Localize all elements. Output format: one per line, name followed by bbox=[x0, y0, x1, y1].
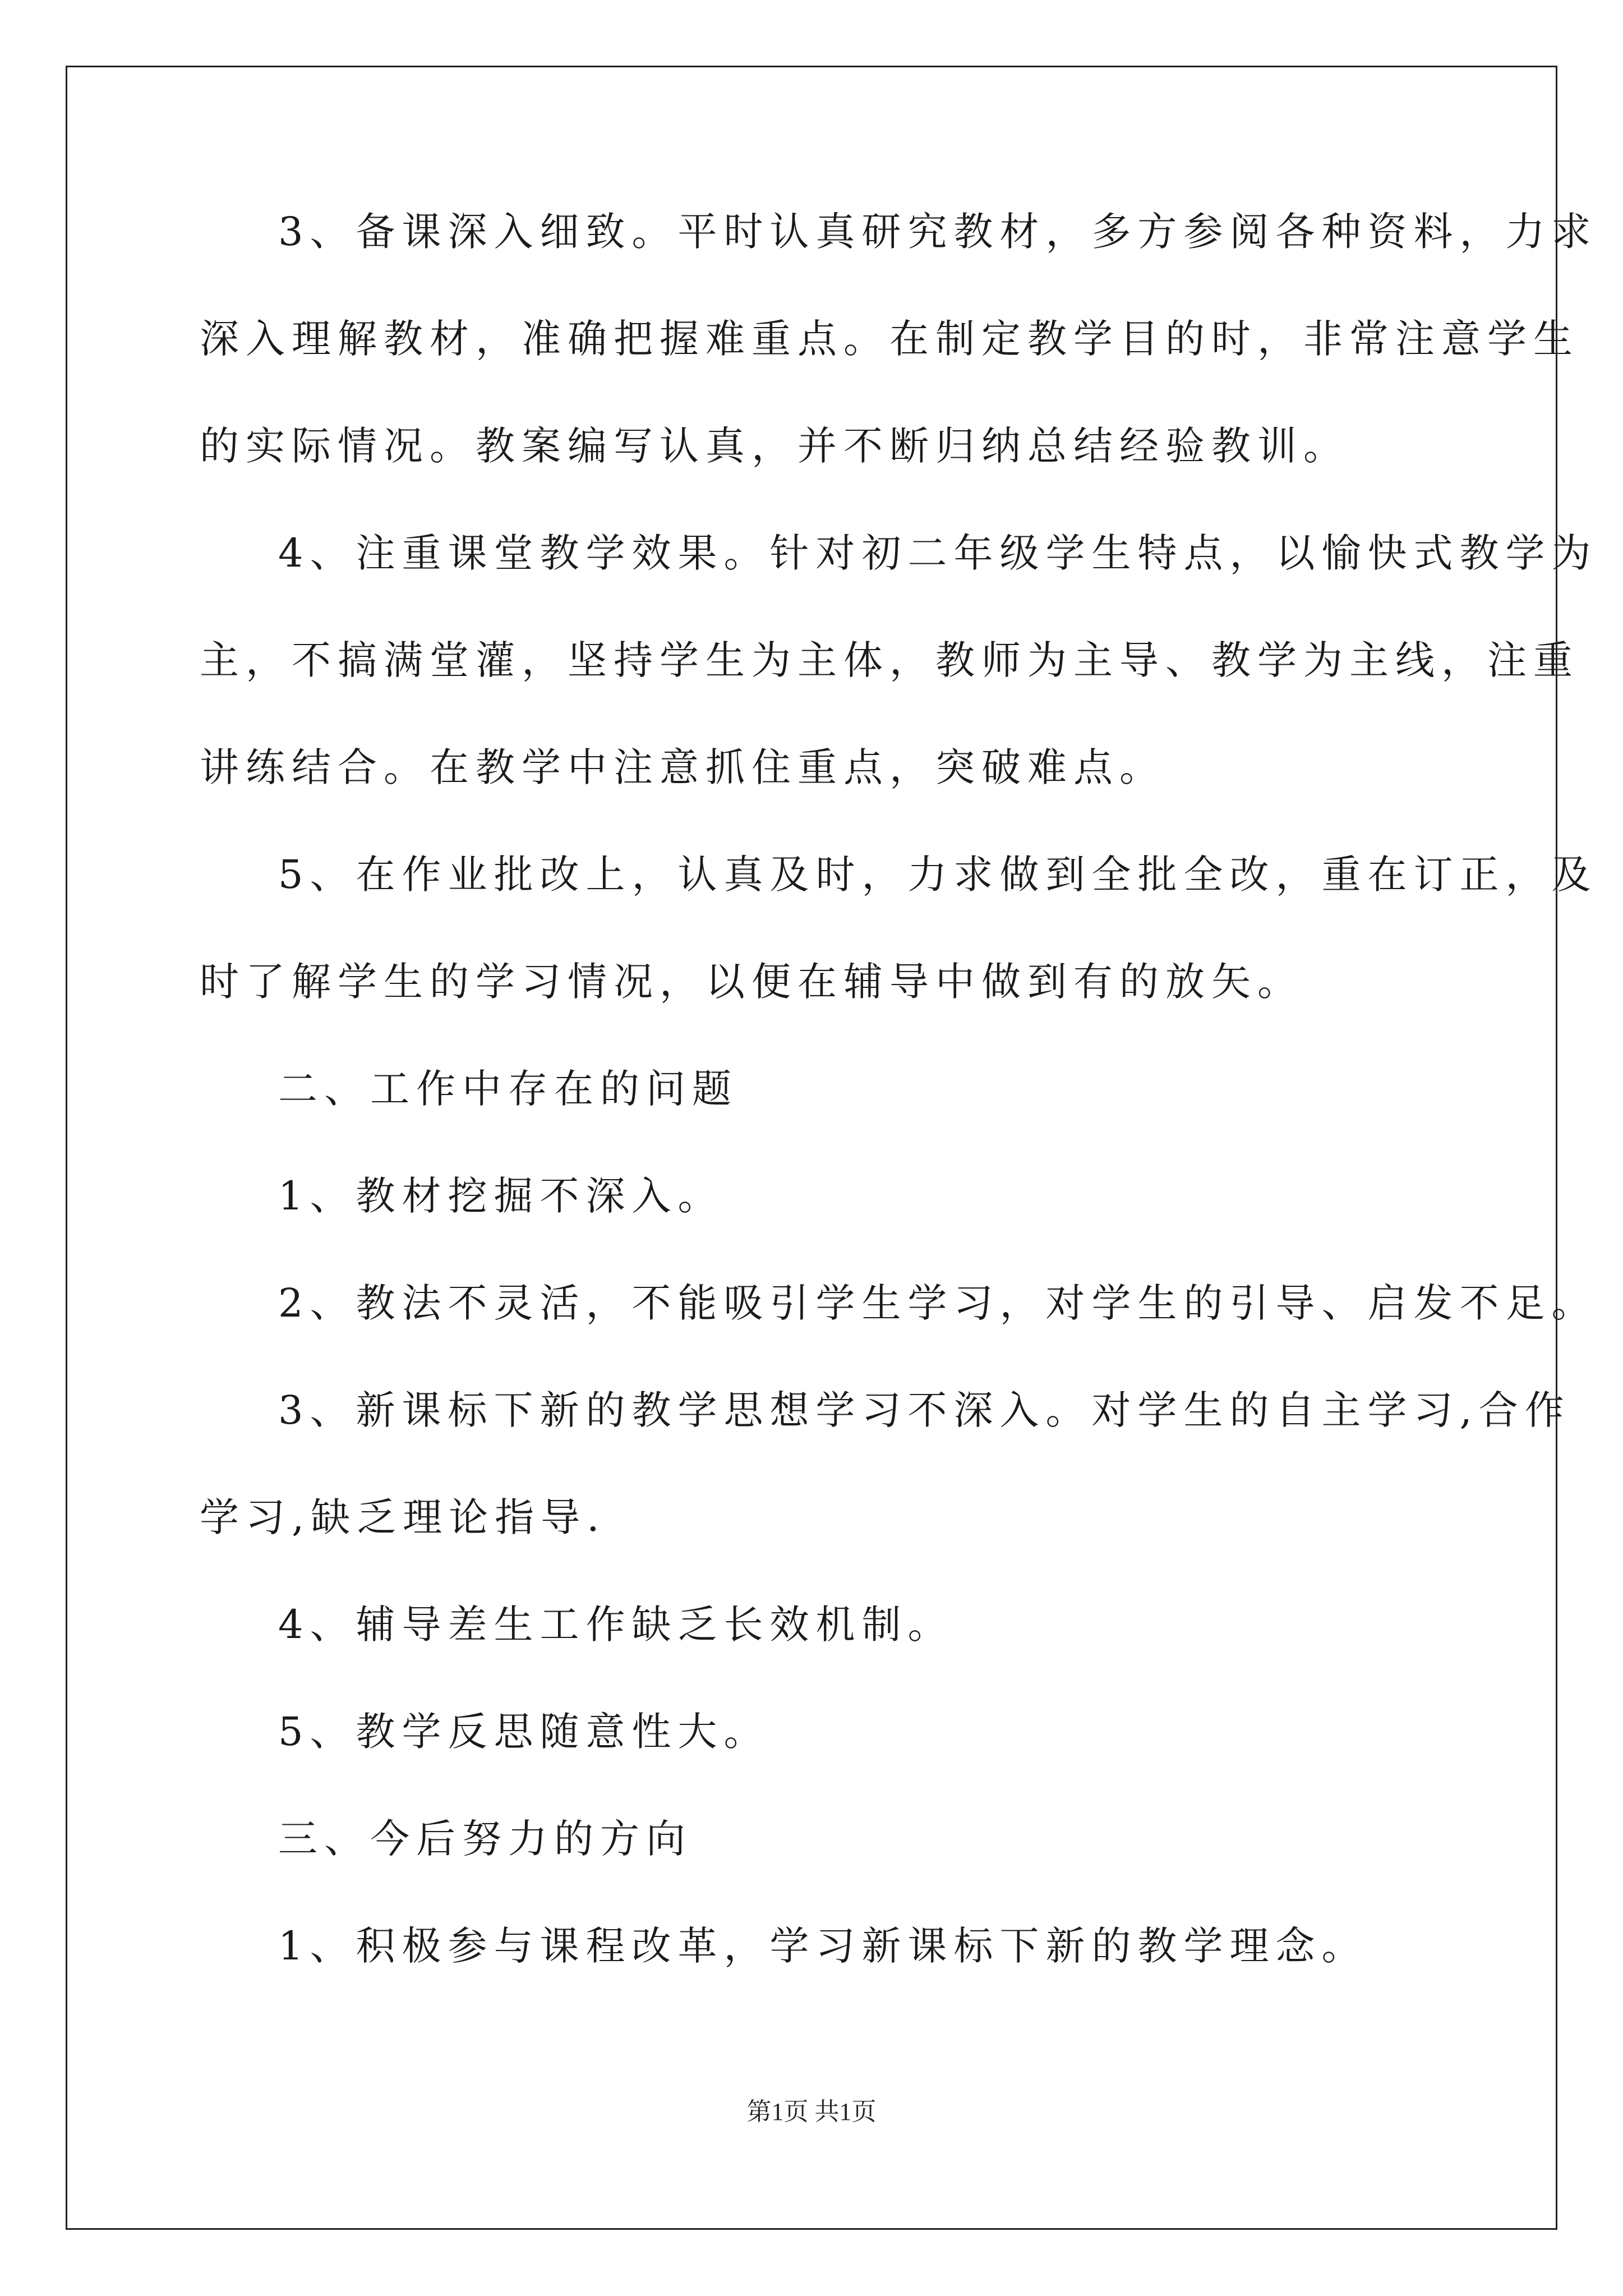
text-line: 主，不搞满堂灌，坚持学生为主体，教师为主导、教学为主线，注重 bbox=[200, 637, 1579, 683]
text-line: 三、今后努力的方向 bbox=[278, 1816, 692, 1862]
document-body bbox=[200, 209, 1598, 2033]
text-line: 时了解学生的学习情况，以便在辅导中做到有的放矢。 bbox=[200, 959, 1303, 1005]
text-line: 5、教学反思随意性大。 bbox=[278, 1709, 770, 1755]
text-line: 1、教材挖掘不深入。 bbox=[278, 1173, 724, 1219]
text-line: 3、备课深入细致。平时认真研究教材，多方参阅各种资料，力求 bbox=[278, 209, 1598, 255]
text-line: 5、在作业批改上，认真及时，力求做到全批全改，重在订正，及 bbox=[278, 852, 1598, 898]
text-line: 讲练结合。在教学中注意抓住重点，突破难点。 bbox=[200, 744, 1165, 790]
text-line: 4、注重课堂教学效果。针对初二年级学生特点，以愉快式教学为 bbox=[278, 530, 1598, 576]
page-footer: 第1页 共1页 bbox=[746, 2098, 877, 2125]
text-line: 学习,缺乏理论指导. bbox=[200, 1494, 606, 1540]
text-line: 2、教法不灵活，不能吸引学生学习，对学生的引导、启发不足。 bbox=[278, 1280, 1598, 1326]
text-line: 4、辅导差生工作缺乏长效机制。 bbox=[278, 1602, 954, 1648]
text-line: 1、积极参与课程改革，学习新课标下新的教学理念。 bbox=[278, 1923, 1368, 1969]
text-line: 二、工作中存在的问题 bbox=[278, 1066, 738, 1112]
text-line: 的实际情况。教案编写认真，并不断归纳总结经验教训。 bbox=[200, 423, 1349, 469]
text-line: 深入理解教材，准确把握难重点。在制定教学目的时，非常注意学生 bbox=[200, 316, 1579, 362]
text-line: 3、新课标下新的教学思想学习不深入。对学生的自主学习,合作 bbox=[278, 1387, 1571, 1433]
